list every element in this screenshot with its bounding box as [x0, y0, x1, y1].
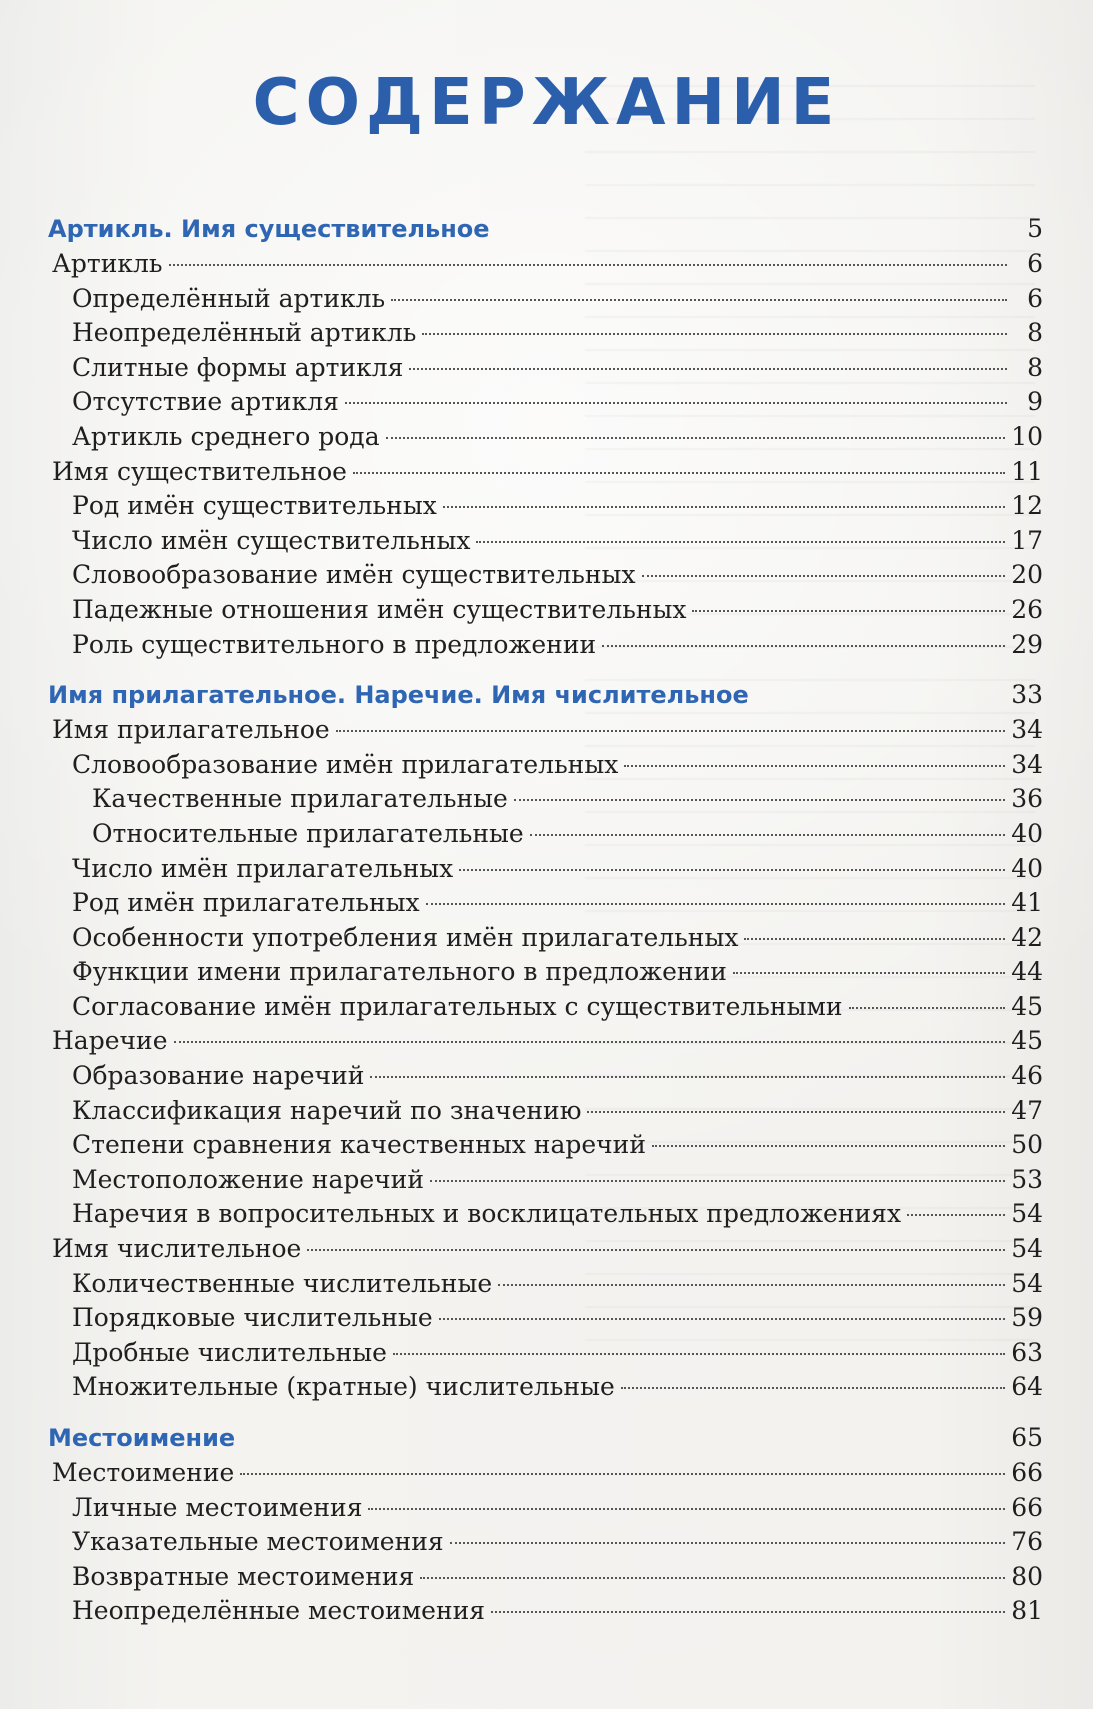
toc-entry — [48, 886, 1043, 921]
toc-entry-label: Классификация наречий по значению — [72, 1095, 582, 1125]
dot-leader — [491, 1611, 1005, 1613]
toc-entry — [48, 316, 1043, 351]
toc-entry-label: Род имён прилагательных — [72, 888, 420, 918]
toc-entry — [48, 1594, 1043, 1629]
toc-entry — [48, 1128, 1043, 1163]
dot-leader — [345, 402, 1007, 404]
toc-entry-label: Множительные (кратные) числительные — [72, 1372, 615, 1402]
toc-entry-label: Артикль. Имя существительное — [48, 215, 490, 243]
dot-leader — [426, 903, 1006, 905]
toc-entry-label: Согласование имён прилагательных с существительными — [72, 991, 843, 1021]
toc-entry-page-number: 34 — [1011, 715, 1043, 745]
dot-leader — [602, 645, 1005, 647]
toc-entry-label: Падежные отношения имён существительных — [72, 594, 687, 624]
toc-entry-page-number: 8 — [1027, 318, 1043, 348]
dot-leader — [443, 506, 1005, 508]
toc-entry-page-number: 54 — [1011, 1268, 1043, 1298]
dot-leader — [733, 972, 1005, 974]
dot-leader — [514, 799, 1005, 801]
toc-entry-label: Артикль — [52, 249, 163, 278]
toc-entry-label: Особенности употребления имён прилагательных — [72, 922, 739, 952]
toc-entry-label: Степени сравнения качественных наречий — [72, 1130, 647, 1160]
dot-leader — [907, 1214, 1005, 1216]
toc-entry-label: Род имён существительных — [72, 491, 437, 521]
toc-entry-page-number: 59 — [1011, 1303, 1043, 1333]
dot-leader — [174, 1041, 1006, 1043]
toc-entry-label: Возвратные местоимения — [72, 1561, 415, 1591]
toc-entry — [48, 1024, 1043, 1059]
dot-leader — [439, 1318, 1006, 1320]
toc-entry — [48, 1163, 1043, 1198]
toc-section-heading — [48, 210, 1043, 247]
toc-entry-page-number: 53 — [1011, 1164, 1043, 1194]
toc-entry-page-number: 6 — [1027, 249, 1043, 278]
dot-leader — [530, 834, 1005, 836]
dot-leader — [476, 541, 1005, 543]
toc-entry-label: Образование наречий — [72, 1061, 365, 1091]
toc-entry-page-number: 36 — [1011, 784, 1043, 814]
dot-leader — [642, 575, 1006, 577]
toc-entry-label: Порядковые числительные — [72, 1303, 433, 1333]
toc-entry — [48, 524, 1043, 559]
table-of-contents — [48, 210, 1043, 1629]
toc-entry — [48, 1059, 1043, 1094]
toc-entry-page-number: 42 — [1011, 922, 1043, 952]
toc-entry-label: Число имён существительных — [72, 525, 471, 555]
toc-entry — [48, 247, 1043, 282]
dot-leader — [393, 1353, 1005, 1355]
toc-entry-page-number: 81 — [1011, 1596, 1043, 1626]
dot-leader — [391, 299, 1007, 301]
toc-entry-page-number: 11 — [1011, 456, 1043, 486]
toc-entry-page-number: 8 — [1027, 352, 1043, 382]
toc-entry-page-number: 40 — [1011, 818, 1043, 848]
toc-section-heading — [48, 676, 1043, 713]
dot-leader — [430, 1180, 1005, 1182]
dot-leader — [240, 1473, 1005, 1475]
toc-entry — [48, 782, 1043, 817]
toc-entry-label: Отсутствие артикля — [72, 387, 339, 417]
toc-entry-page-number: 45 — [1011, 991, 1043, 1021]
toc-entry-label: Неопределённые местоимения — [72, 1596, 486, 1626]
toc-entry-page-number: 66 — [1011, 1492, 1043, 1522]
toc-entry-page-number: 47 — [1011, 1095, 1043, 1125]
dot-leader — [368, 1508, 1005, 1510]
toc-entry-page-number: 33 — [1011, 680, 1043, 710]
toc-entry — [48, 420, 1043, 455]
toc-entry-label: Имя числительное — [52, 1234, 302, 1264]
dot-leader — [450, 1542, 1006, 1544]
toc-entry-page-number: 44 — [1011, 957, 1043, 987]
dot-leader — [587, 1111, 1005, 1113]
toc-entry-page-number: 5 — [1027, 214, 1043, 243]
dot-leader — [386, 437, 1006, 439]
dot-leader — [744, 938, 1005, 940]
toc-entry — [48, 1232, 1043, 1267]
toc-entry-page-number: 80 — [1011, 1561, 1043, 1591]
dot-leader — [692, 610, 1005, 612]
toc-entry-label: Имя прилагательное — [52, 715, 330, 745]
toc-entry-label: Количественные числительные — [72, 1268, 493, 1298]
toc-entry — [48, 1525, 1043, 1560]
dot-leader — [353, 472, 1005, 474]
toc-entry-page-number: 9 — [1027, 387, 1043, 417]
toc-entry — [48, 489, 1043, 524]
toc-entry-page-number: 54 — [1011, 1234, 1043, 1264]
toc-entry — [48, 455, 1043, 490]
toc-entry — [48, 351, 1043, 386]
toc-entry-label: Определённый артикль — [72, 283, 386, 313]
toc-entry-page-number: 26 — [1011, 594, 1043, 624]
toc-entry — [48, 385, 1043, 420]
toc-entry — [48, 990, 1043, 1025]
toc-entry — [48, 282, 1043, 317]
toc-entry — [48, 921, 1043, 956]
toc-entry-label: Указательные местоимения — [72, 1527, 444, 1557]
toc-entry — [48, 628, 1043, 663]
toc-entry-label: Артикль среднего рода — [72, 421, 380, 451]
dot-leader — [849, 1007, 1006, 1009]
toc-entry-page-number: 54 — [1011, 1199, 1043, 1229]
toc-entry-label: Слитные формы артикля — [72, 352, 404, 382]
toc-entry-label: Дробные числительные — [72, 1337, 387, 1367]
toc-entry-label: Местоимение — [52, 1458, 235, 1487]
dot-leader — [169, 264, 1007, 266]
toc-entry-label: Качественные прилагательные — [92, 784, 508, 814]
toc-entry — [48, 1370, 1043, 1405]
toc-entry-page-number: 41 — [1011, 888, 1043, 918]
toc-entry — [48, 1301, 1043, 1336]
toc-entry — [48, 713, 1043, 748]
toc-entry-label: Имя прилагательное. Наречие. Имя числительное — [48, 681, 749, 710]
toc-entry — [48, 593, 1043, 628]
toc-entry — [48, 1336, 1043, 1371]
dot-leader — [624, 765, 1005, 767]
toc-entry-page-number: 50 — [1011, 1130, 1043, 1160]
toc-entry — [48, 1267, 1043, 1302]
toc-entry-page-number: 40 — [1011, 853, 1043, 883]
dot-leader — [307, 1249, 1005, 1251]
toc-entry-page-number: 12 — [1011, 491, 1043, 521]
dot-leader — [621, 1387, 1005, 1389]
toc-entry-label: Личные местоимения — [72, 1492, 363, 1522]
dot-leader — [498, 1284, 1005, 1286]
toc-entry-page-number: 64 — [1011, 1372, 1043, 1402]
toc-entry-page-number: 10 — [1011, 421, 1043, 451]
dot-leader — [370, 1076, 1005, 1078]
toc-entry-label: Относительные прилагательные — [92, 818, 524, 848]
toc-entry — [48, 1491, 1043, 1526]
toc-entry-label: Местоимение — [48, 1424, 236, 1452]
toc-entry — [48, 1094, 1043, 1129]
toc-entry-page-number: 66 — [1011, 1458, 1043, 1487]
toc-entry-label: Неопределённый артикль — [72, 318, 417, 348]
toc-entry-page-number: 29 — [1011, 629, 1043, 659]
toc-entry — [48, 1560, 1043, 1595]
toc-section-heading — [48, 1419, 1043, 1456]
dot-leader — [652, 1145, 1005, 1147]
dot-leader — [409, 368, 1007, 370]
toc-entry-page-number: 46 — [1011, 1061, 1043, 1091]
toc-entry — [48, 817, 1043, 852]
toc-entry — [48, 558, 1043, 593]
toc-entry-page-number: 34 — [1011, 749, 1043, 779]
dot-leader — [336, 730, 1005, 732]
toc-entry — [48, 1197, 1043, 1232]
toc-entry-label: Наречие — [52, 1026, 168, 1056]
toc-entry-page-number: 20 — [1011, 560, 1043, 590]
toc-entry-label: Роль существительного в предложении — [72, 629, 597, 659]
toc-entry-page-number: 6 — [1027, 283, 1043, 313]
toc-entry-page-number: 63 — [1011, 1337, 1043, 1367]
dot-leader — [422, 333, 1007, 335]
toc-entry — [48, 1456, 1043, 1491]
dot-leader — [420, 1577, 1005, 1579]
toc-entry-label: Словообразование имён прилагательных — [72, 749, 619, 779]
toc-entry-label: Число имён прилагательных — [72, 853, 454, 883]
toc-entry-page-number: 17 — [1011, 525, 1043, 555]
toc-entry-label: Имя существительное — [52, 456, 347, 486]
toc-entry-label: Функции имени прилагательного в предложении — [72, 957, 727, 987]
toc-entry-page-number: 45 — [1011, 1026, 1043, 1056]
toc-entry — [48, 852, 1043, 887]
toc-entry-page-number: 65 — [1011, 1423, 1043, 1452]
dot-leader — [459, 869, 1005, 871]
toc-entry — [48, 748, 1043, 783]
toc-entry — [48, 955, 1043, 990]
toc-entry-label: Словообразование имён существительных — [72, 560, 636, 590]
toc-entry-label: Местоположение наречий — [72, 1164, 425, 1194]
toc-entry-label: Наречия в вопросительных и восклицательных предложениях — [72, 1199, 902, 1229]
page-title: СОДЕРЖАНИЕ — [252, 66, 841, 140]
toc-entry-page-number: 76 — [1011, 1527, 1043, 1557]
